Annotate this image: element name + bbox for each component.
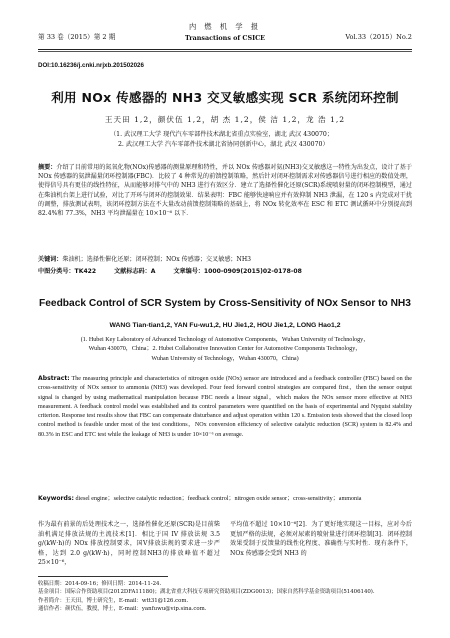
header-rule <box>38 49 412 50</box>
footnote-received: 收稿日期：2014-09-16；修回日期：2014-11-24. <box>38 581 162 587</box>
running-header <box>38 20 412 50</box>
footnote-funding: 基金项目：国际合作资助项目(2012DFA11180)；湖北省重大科技专项研究资助项目(ZDG0013)；国家自然科学基金资助项目(51406140). <box>38 589 375 596</box>
doi: DOI:10.16236/j.cnki.nrjxb.201502026 <box>38 62 144 69</box>
body-column-right: 平均值不超过 10×10⁻⁶[2]．为了更好地实现这一目标，应对今后更加严格的法规，必须对尿素的喷射量进行闭环控制[3]．闭环控制效果受制于反馈量的线性化程度、准确性与实时性．现有条件下，NOx 传感器会受到 NH3 的 <box>230 521 412 557</box>
affiliation-cn-2: 2. 武汉理工大学 汽车零部件技术湖北省协同创新中心，湖北 武汉 430070） <box>118 140 329 148</box>
header-journal-cn: 内 燃 机 学 报 <box>188 22 262 31</box>
affiliation-cn-1: （1. 武汉理工大学 现代汽车零部件技术湖北省重点实验室，湖北 武汉 430070； <box>110 131 334 138</box>
keywords-en-text: diesel engine；selective catalytic reduction；feedback control；nitrogen oxide sensor；cross-sensitivity；ammonia <box>75 496 362 502</box>
header-volume-en: Vol.33（2015）No.2 <box>345 33 412 41</box>
affiliations-en <box>60 336 390 364</box>
keywords-en-label: Keywords: <box>38 495 74 502</box>
abstract-cn-label: 摘要： <box>38 164 57 171</box>
document-code: 文献标志码：A <box>114 268 156 275</box>
footnote-author: 作者简介：王天田，博士研究生，E-mail：wtt31@126.com. <box>38 597 189 604</box>
footnotes <box>38 580 412 614</box>
clc-number: 中图分类号：TK422 <box>38 268 97 275</box>
header-journal-en: Transactions of CSICE <box>184 34 266 42</box>
abstract-en <box>38 374 412 440</box>
header-volume-cn: 第 33 卷（2015）第 2 期 <box>38 33 116 41</box>
affiliation-en-2: Wuhan 430070，China；2. Hubei Collaborative Innovation Center for Automotive Components Technology， <box>88 346 362 353</box>
keywords-en <box>38 494 412 504</box>
affiliation-en-1: (1. Hubei Key Laboratory of Advanced Technology of Automotive Components，Wuhan University of Technology， <box>80 337 370 343</box>
affiliations-cn <box>110 130 333 149</box>
affiliation-en-3: Wuhan University of Technology，Wuhan 430070，China) <box>151 355 299 362</box>
abstract-cn-text: 介绍了目前常用的氮氧化物(NOx)传感器的测量原理和特性，并以 NOx 传感器对氨(NH3)交叉敏感这一特性为出发点，设计了基于 NOx 传感器的氨泄漏量闭环控制器(FBC)．比较了 4 种常见的前馈控制策略，然后针对闭环控制需求对传感器信号进行相应的数值处理，使得信号具有更佳的线性特征，从而能够对排气中的 NH3 进行有效区分．建立了选择性催化还原(SCR)系统喷射量的闭环控制模型，通过在柴油机台架上进行试验，对比了开环与闭环的控制效果．结果表明：FBC 能够快速响应并有效抑制 NH3 泄漏，在 120 s 内完成对干扰的调整，排放测试表明，该闭环控制方法在不大量改动前馈控制策略的基础上，将 NOx 转化效率在 ESC 和 ETC 测试循环中分别提高到 82.4%和 77.3%，NH3 平均泄漏量在 10×10⁻⁶ 以下． <box>38 164 412 218</box>
footnote-corresponding: 通信作者：颜伏伍，教授，博士，E-mail：yanfuwu@vip.sina.com. <box>38 606 207 613</box>
body-column-left: 作为最有前景的后处理技术之一，选择性催化还原(SCR)是目前柴油机满足排放法规的主流技术[1]．相比于国 IV 排放法规 3.5 g/(kW·h)的 NOx 排放控制要求，国Ⅴ排放法规的要求进一步严格，达到 2.0 g/(kW·h)，同时控制NH3的排放峰值不超过25×10⁻⁶， <box>38 521 220 566</box>
abstract-en-label: Abstract: <box>38 375 70 382</box>
body-text <box>38 520 412 568</box>
title-en: Feedback Control of SCR System by Cross-Sensitivity of NOx Sensor to NH3 <box>39 298 411 309</box>
title-cn: 利用 NOx 传感器的 NH3 交叉敏感实现 SCR 系统闭环控制 <box>51 90 399 105</box>
authors-en: WANG Tian-tian1,2, YAN Fu-wu1,2, HU Jie1,2, HOU Jie1,2, LONG Hao1,2 <box>109 322 341 329</box>
footnote-rule <box>38 576 168 577</box>
header-rule-thin <box>38 51 412 52</box>
keywords-cn-label: 关键词： <box>38 256 63 263</box>
authors-cn: 王天田 1,2，颜伏伍 1,2，胡 杰 1,2，侯 洁 1,2，龙 浩 1,2 <box>104 115 346 124</box>
keywords-cn <box>38 255 412 264</box>
classification-cn <box>38 266 412 275</box>
article-number: 文章编号：1000-0909(2015)02-0178-08 <box>173 268 302 275</box>
abstract-cn <box>38 163 412 218</box>
keywords-cn-text: 柴油机；选择性催化还原；闭环控制；NOx 传感器；交叉敏感；NH3 <box>62 256 252 263</box>
abstract-en-text: The measuring principle and characteristics of nitrogen oxide (NOx) sensor are introduced and a feedback controller (FBC) based on the cross-sensitivity of NOx sensor to ammonia (NH3) was developed. Four feed forward control strategies are compared first，then the sensor output signal is changed by using mathematical manipulation because FBC needs a linear signal，which makes the NOx sensor more effective at NH3 measurement. A feedback control model was established and its control parameters were quantified on the basis of experimental and Nyquist stability criterion. Response test results show that FBC can compensate disturbance and adjust operation within 120 s. Emission tests showed that the closed loop control method is feasible under most of the test conditions，NOx conversion efficiency of selective catalytic reduction (SCR) system is 82.4% and 80.3% in ESC and ETC test while the leakage of NH3 is under 10×10⁻⁶ on average. <box>38 376 412 438</box>
